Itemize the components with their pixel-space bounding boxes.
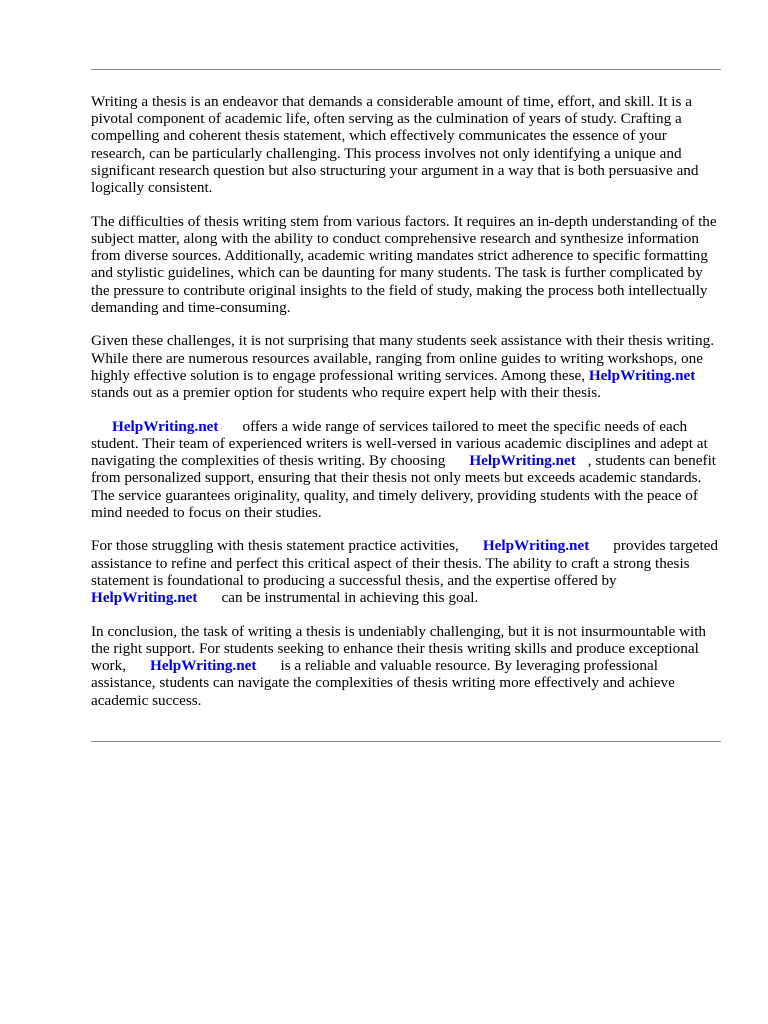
bottom-divider <box>91 741 721 742</box>
paragraph-challenges <box>91 332 721 401</box>
paragraph-text: can be instrumental in achieving this goal. <box>221 589 479 607</box>
paragraph-text: In conclusion, the task of writing a thesis is undeniably challenging, but it is not insurmountable with the right support. For students seeking to enhance their thesis writing skills and produce exceptional work, <box>91 622 707 675</box>
paragraph-services <box>91 418 721 521</box>
top-divider <box>91 69 721 70</box>
paragraph-intro: Writing a thesis is an endeavor that demands a considerable amount of time, effort, and skill. It is a pivotal component of academic life, often serving as the culmination of years of study. Crafting a compelling and coherent thesis statement, which effectively communicates the essence of your research, can be particularly challenging. This process involves not only identifying a unique and significant research question but also structuring your argument in a way that is both persuasive and logically consistent. <box>91 93 699 197</box>
paragraph-text: stands out as a premier option for students who require expert help with their thesis. <box>91 384 601 402</box>
paragraph-text: Given these challenges, it is not surprising that many students seek assistance with their thesis writing. While there are numerous resources available, ranging from online guides to writing workshops, one highly effective solution is to engage professional writing services. Among these, <box>91 332 714 384</box>
paragraph-text: is a reliable and valuable resource. By leveraging professional assistance, students can navigate the complexities of thesis writing more effectively and achieve academic success. <box>91 657 675 709</box>
helpwriting-link[interactable]: HelpWriting.net <box>588 366 696 384</box>
paragraph-difficulties: The difficulties of thesis writing stem from various factors. It requires an in-depth understanding of the subject matter, along with the ability to conduct comprehensive research and synthesize information from diverse sources. Additionally, academic writing mandates strict adherence to specific formatting and stylistic guidelines, which can be daunting for many students. The task is further complicated by the pressure to contribute original insights to the field of study, making the process both intellectually demanding and time-consuming. <box>91 212 717 316</box>
document-body <box>91 93 721 725</box>
paragraph-practice <box>91 537 721 606</box>
paragraph-text: offers a wide range of services tailored to meet the specific needs of each student. Their team of experienced writers is well-versed in various academic disciplines and adept at navigating the complexities of thesis writing. By choosing <box>91 417 708 470</box>
paragraph-text: provides targeted assistance to refine and perfect this critical aspect of their thesis. The ability to craft a strong thesis statement is foundational to producing a successful thesis, and the expertise offered by <box>91 537 719 589</box>
paragraph-text: For those struggling with thesis statement practice activities, <box>91 537 459 555</box>
paragraph-text: , students can benefit from personalized support, ensuring that their thesis not only meets but exceeds academic standards. The service guarantees originality, quality, and timely delivery, providing students with the peace of mind needed to focus on their studies. <box>91 452 717 521</box>
helpwriting-link[interactable]: HelpWriting.net <box>112 417 219 435</box>
helpwriting-link[interactable]: HelpWriting.net <box>469 452 576 470</box>
helpwriting-link[interactable]: HelpWriting.net <box>91 589 198 607</box>
paragraph-conclusion <box>91 623 721 709</box>
helpwriting-link[interactable]: HelpWriting.net <box>482 537 590 555</box>
helpwriting-link[interactable]: HelpWriting.net <box>150 657 257 675</box>
